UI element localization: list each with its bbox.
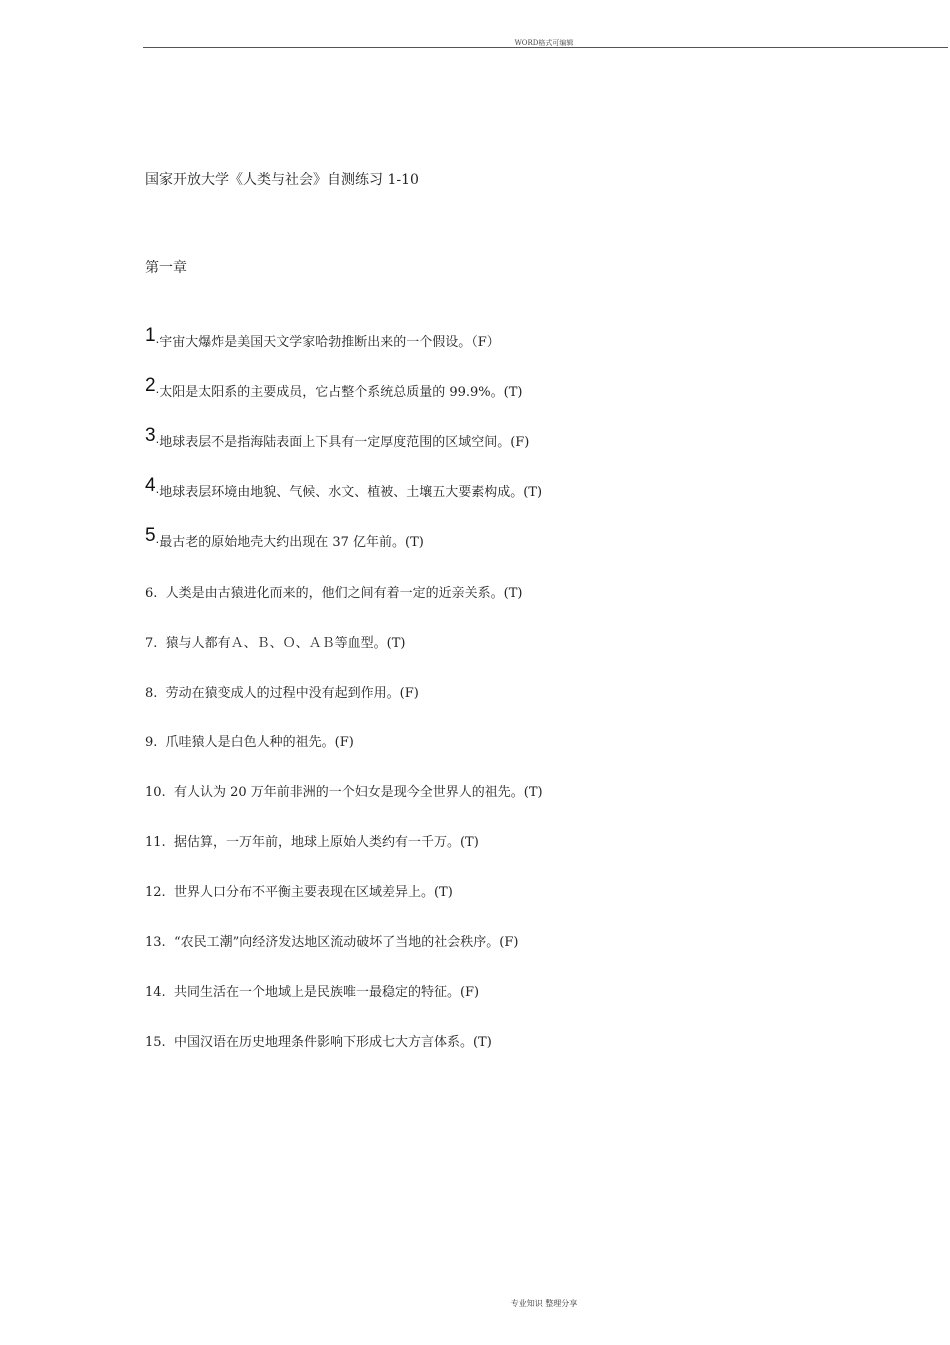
question-item — [145, 582, 523, 601]
header-divider — [143, 47, 948, 48]
question-dot: . — [155, 481, 160, 496]
question-text: 爪哇猿人是白色人种的祖先。(F) — [165, 735, 354, 750]
question-item — [145, 425, 530, 452]
question-text: 有人认为 20 万年前非洲的一个妇女是现今全世界人的祖先。(T) — [173, 785, 543, 800]
question-text: 共同生活在一个地域上是民族唯一最稳定的特征。(F) — [173, 985, 480, 1000]
question-number: 4 — [145, 475, 156, 496]
question-number: 12. — [145, 885, 166, 900]
question-item — [145, 325, 500, 352]
question-text: 最古老的原始地壳大约出现在 37 亿年前。(T) — [159, 535, 424, 550]
document-title: 国家开放大学《人类与社会》自测练习 1-10 — [145, 172, 419, 188]
question-dot: . — [155, 531, 160, 546]
question-item — [145, 781, 543, 800]
question-number: 3 — [145, 425, 156, 446]
question-item — [145, 475, 543, 502]
question-number: 14. — [145, 985, 166, 1000]
question-number: 13. — [145, 935, 166, 950]
question-text: 人类是由古猿进化而来的，他们之间有着一定的近亲关系。(T) — [165, 586, 523, 601]
question-number: 11. — [145, 835, 166, 850]
question-item — [145, 375, 523, 402]
question-number: 15. — [145, 1035, 166, 1050]
question-item — [145, 682, 419, 701]
question-dot: . — [155, 331, 160, 346]
question-number: 6. — [145, 586, 158, 601]
question-text: 世界人口分布不平衡主要表现在区域差异上。(T) — [173, 885, 453, 900]
question-text: 太阳是太阳系的主要成员，它占整个系统总质量的 99.9%。(T) — [159, 385, 523, 400]
question-text: 猿与人都有Ａ、Ｂ、Ｏ、ＡＢ等血型。(T) — [165, 636, 406, 651]
question-dot: . — [155, 381, 160, 396]
question-text: 据估算，一万年前，地球上原始人类约有一千万。(T) — [173, 835, 479, 850]
question-number: 2 — [145, 375, 156, 396]
question-item — [145, 525, 424, 552]
question-item — [145, 1031, 492, 1050]
page-footer-text: 专业知识 整理分享 — [510, 1299, 578, 1308]
question-item — [145, 831, 479, 850]
question-text: 中国汉语在历史地理条件影响下形成七大方言体系。(T) — [173, 1035, 492, 1050]
question-item — [145, 731, 354, 750]
question-item — [145, 981, 479, 1000]
question-text: 地球表层环境由地貌、气候、水文、植被、土壤五大要素构成。(T) — [159, 485, 543, 500]
question-text: “农民工潮”向经济发达地区流动破坏了当地的社会秩序。(F) — [173, 935, 519, 950]
question-dot: . — [155, 431, 160, 446]
question-number: 1 — [145, 325, 156, 346]
question-number: 9. — [145, 735, 158, 750]
question-text: 劳动在猿变成人的过程中没有起到作用。(F) — [165, 686, 419, 701]
question-item — [145, 931, 518, 950]
question-number: 5 — [145, 525, 156, 546]
question-item — [145, 632, 406, 651]
question-number: 10. — [145, 785, 166, 800]
question-item — [145, 881, 453, 900]
question-text: 宇宙大爆炸是美国天文学家哈勃推断出来的一个假设。（F） — [159, 335, 500, 350]
question-number: 7. — [145, 636, 158, 651]
chapter-heading: 第一章 — [145, 260, 187, 276]
question-text: 地球表层不是指海陆表面上下具有一定厚度范围的区域空间。(F) — [159, 435, 530, 450]
page-header-text: WORD格式可编辑 — [514, 39, 574, 47]
question-number: 8. — [145, 686, 158, 701]
